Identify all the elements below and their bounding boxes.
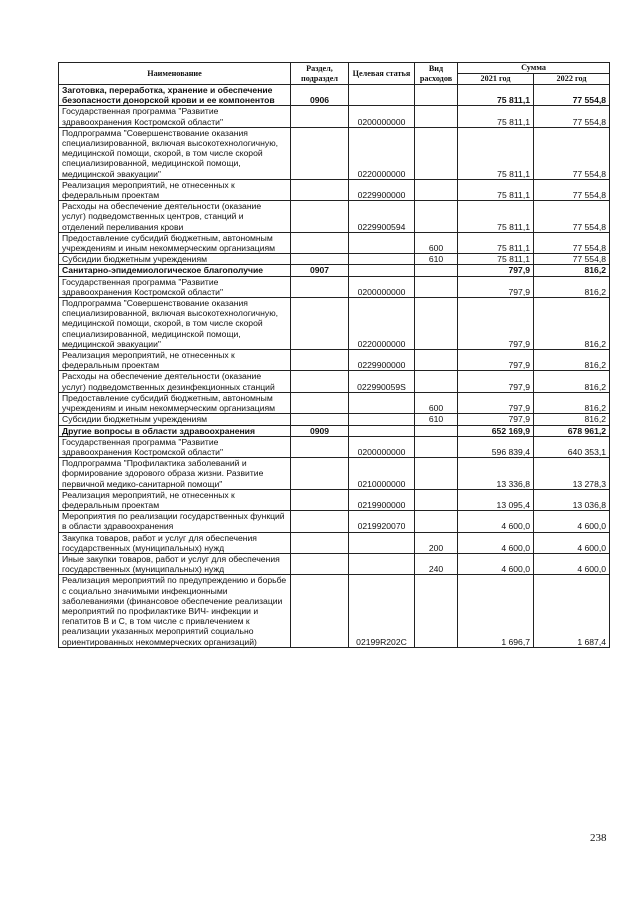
- budget-table: [58, 62, 610, 648]
- row-target: 0220000000: [349, 298, 415, 350]
- row-section: [291, 201, 349, 233]
- table-row: [59, 232, 610, 253]
- row-2021: 75 811,1: [458, 179, 534, 200]
- row-kind: [415, 127, 458, 179]
- row-target: 0220000000: [349, 127, 415, 179]
- row-2022: 77 554,8: [534, 201, 610, 233]
- table-row: [59, 371, 610, 392]
- row-2022: 77 554,8: [534, 127, 610, 179]
- row-2021: 797,9: [458, 371, 534, 392]
- header-target: Целевая статья: [349, 63, 415, 85]
- table-row: [59, 414, 610, 425]
- row-target: 0219920070: [349, 511, 415, 532]
- row-section: [291, 350, 349, 371]
- row-target: 02199R202C: [349, 575, 415, 647]
- header-row: [59, 63, 610, 74]
- row-section: [291, 489, 349, 510]
- table-row: [59, 127, 610, 179]
- row-kind: 600: [415, 232, 458, 253]
- row-2022: 4 600,0: [534, 532, 610, 553]
- row-target: [349, 425, 415, 436]
- header-section: Раздел, подраздел: [291, 63, 349, 85]
- row-name: Государственная программа "Развитие здравоохранения Костромской области": [59, 276, 291, 297]
- row-2021: 4 600,0: [458, 532, 534, 553]
- row-name: Расходы на обеспечение деятельности (оказание услуг) подведомственных дезинфекционных станций: [59, 371, 291, 392]
- row-target: [349, 254, 415, 265]
- row-section: [291, 414, 349, 425]
- row-2021: 13 336,8: [458, 458, 534, 490]
- row-2021: 75 811,1: [458, 106, 534, 127]
- row-section: [291, 575, 349, 647]
- row-2022: 816,2: [534, 414, 610, 425]
- row-2021: 75 811,1: [458, 254, 534, 265]
- budget-page: [58, 62, 609, 648]
- table-row: [59, 265, 610, 276]
- row-2021: 797,9: [458, 414, 534, 425]
- row-2022: 816,2: [534, 276, 610, 297]
- row-section: [291, 458, 349, 490]
- row-kind: [415, 425, 458, 436]
- table-row: [59, 276, 610, 297]
- row-section: [291, 106, 349, 127]
- row-section: [291, 179, 349, 200]
- row-section: [291, 298, 349, 350]
- row-2022: 77 554,8: [534, 179, 610, 200]
- row-section: [291, 532, 349, 553]
- row-2022: 4 600,0: [534, 553, 610, 574]
- row-2021: 75 811,1: [458, 85, 534, 106]
- row-target: 0229900000: [349, 350, 415, 371]
- row-target: [349, 85, 415, 106]
- row-target: 0200000000: [349, 276, 415, 297]
- row-section: [291, 232, 349, 253]
- row-section: [291, 436, 349, 457]
- header-2022: 2022 год: [534, 74, 610, 85]
- row-2022: 1 687,4: [534, 575, 610, 647]
- row-name: Расходы на обеспечение деятельности (оказание услуг) подведомственных центров, станций и отделений переливания крови: [59, 201, 291, 233]
- row-kind: [415, 350, 458, 371]
- row-kind: 200: [415, 532, 458, 553]
- row-2021: 797,9: [458, 350, 534, 371]
- row-kind: [415, 265, 458, 276]
- table-body: [59, 85, 610, 648]
- row-name: Подпрограмма "Совершенствование оказания специализированной, включая высокотехнологичную, медицинской помощи, скорой, в том числе скорой специализированной, медицинской помощи, медицинской эвакуации": [59, 298, 291, 350]
- row-target: 0200000000: [349, 106, 415, 127]
- row-2021: 4 600,0: [458, 511, 534, 532]
- row-section: [291, 371, 349, 392]
- table-row: [59, 254, 610, 265]
- table-row: [59, 489, 610, 510]
- row-name: Реализация мероприятий по предупреждению и борьбе с социально значимыми инфекционными заболеваниями (финансовое обеспечение реализации мероприятий по профилактике ВИЧ- инфекции и гепатитов В и С, в том числе с привлечением к реализации указанных мероприятий социально ориентированных некоммерческих организаций): [59, 575, 291, 647]
- row-2022: 816,2: [534, 265, 610, 276]
- row-2021: 1 696,7: [458, 575, 534, 647]
- row-kind: 610: [415, 254, 458, 265]
- row-section: [291, 553, 349, 574]
- row-name: Государственная программа "Развитие здравоохранения Костромской области": [59, 106, 291, 127]
- row-name: Другие вопросы в области здравоохранения: [59, 425, 291, 436]
- row-2022: 77 554,8: [534, 232, 610, 253]
- row-kind: 600: [415, 392, 458, 413]
- table-row: [59, 458, 610, 490]
- table-row: [59, 392, 610, 413]
- row-target: [349, 265, 415, 276]
- row-kind: [415, 298, 458, 350]
- row-kind: [415, 371, 458, 392]
- table-row: [59, 553, 610, 574]
- row-2021: 797,9: [458, 298, 534, 350]
- table-row: [59, 425, 610, 436]
- row-2022: 77 554,8: [534, 106, 610, 127]
- table-row: [59, 85, 610, 106]
- row-2021: 797,9: [458, 392, 534, 413]
- row-name: Государственная программа "Развитие здравоохранения Костромской области": [59, 436, 291, 457]
- row-section: 0906: [291, 85, 349, 106]
- row-name: Субсидии бюджетным учреждениям: [59, 254, 291, 265]
- row-name: Подпрограмма "Совершенствование оказания специализированной, включая высокотехнологичную, медицинской помощи, скорой, в том числе скорой специализированной, медицинской помощи, медицинской эвакуации": [59, 127, 291, 179]
- header-kind: Вид расходов: [415, 63, 458, 85]
- row-2022: 816,2: [534, 392, 610, 413]
- table-row: [59, 201, 610, 233]
- row-kind: [415, 201, 458, 233]
- row-name: Закупка товаров, работ и услуг для обеспечения государственных (муниципальных) нужд: [59, 532, 291, 553]
- row-kind: [415, 575, 458, 647]
- header-sum: Сумма: [458, 63, 610, 74]
- row-kind: [415, 511, 458, 532]
- row-name: Предоставление субсидий бюджетным, автономным учреждениям и иным некоммерческим организациям: [59, 392, 291, 413]
- row-target: 022990059S: [349, 371, 415, 392]
- row-kind: [415, 489, 458, 510]
- row-target: [349, 232, 415, 253]
- row-section: [291, 511, 349, 532]
- row-name: Реализация мероприятий, не отнесенных к федеральным проектам: [59, 179, 291, 200]
- table-row: [59, 106, 610, 127]
- row-kind: [415, 436, 458, 457]
- row-2021: 13 095,4: [458, 489, 534, 510]
- table-row: [59, 179, 610, 200]
- row-name: Субсидии бюджетным учреждениям: [59, 414, 291, 425]
- row-kind: 610: [415, 414, 458, 425]
- row-2022: 13 036,8: [534, 489, 610, 510]
- row-name: Реализация мероприятий, не отнесенных к федеральным проектам: [59, 350, 291, 371]
- row-2022: 816,2: [534, 371, 610, 392]
- row-name: Заготовка, переработка, хранение и обеспечение безопасности донорской крови и ее компонентов: [59, 85, 291, 106]
- row-section: [291, 276, 349, 297]
- row-target: 0210000000: [349, 458, 415, 490]
- row-2022: 816,2: [534, 350, 610, 371]
- row-2021: 797,9: [458, 265, 534, 276]
- row-target: [349, 532, 415, 553]
- row-kind: [415, 458, 458, 490]
- row-target: 0229900594: [349, 201, 415, 233]
- row-kind: 240: [415, 553, 458, 574]
- table-row: [59, 350, 610, 371]
- row-target: 0200000000: [349, 436, 415, 457]
- row-name: Реализация мероприятий, не отнесенных к федеральным проектам: [59, 489, 291, 510]
- row-name: Санитарно-эпидемиологическое благополучие: [59, 265, 291, 276]
- row-2021: 75 811,1: [458, 127, 534, 179]
- table-row: [59, 436, 610, 457]
- header-name: Наименование: [59, 63, 291, 85]
- row-target: 0229900000: [349, 179, 415, 200]
- row-2022: 13 278,3: [534, 458, 610, 490]
- row-2022: 816,2: [534, 298, 610, 350]
- row-2022: 640 353,1: [534, 436, 610, 457]
- row-2021: 75 811,1: [458, 201, 534, 233]
- row-kind: [415, 179, 458, 200]
- row-target: 0219900000: [349, 489, 415, 510]
- row-2021: 4 600,0: [458, 553, 534, 574]
- row-target: [349, 392, 415, 413]
- row-kind: [415, 106, 458, 127]
- row-2021: 596 839,4: [458, 436, 534, 457]
- row-2022: 678 961,2: [534, 425, 610, 436]
- row-2021: 652 169,9: [458, 425, 534, 436]
- row-section: [291, 254, 349, 265]
- row-section: 0907: [291, 265, 349, 276]
- row-kind: [415, 85, 458, 106]
- row-2022: 77 554,8: [534, 85, 610, 106]
- row-2021: 75 811,1: [458, 232, 534, 253]
- table-row: [59, 298, 610, 350]
- page-number: 238: [590, 832, 607, 844]
- row-2021: 797,9: [458, 276, 534, 297]
- header-2021: 2021 год: [458, 74, 534, 85]
- row-section: [291, 127, 349, 179]
- row-name: Иные закупки товаров, работ и услуг для обеспечения государственных (муниципальных) нужд: [59, 553, 291, 574]
- row-section: [291, 392, 349, 413]
- row-2022: 77 554,8: [534, 254, 610, 265]
- row-name: Подпрограмма "Профилактика заболеваний и формирование здорового образа жизни. Развитие первичной медико-санитарной помощи": [59, 458, 291, 490]
- row-target: [349, 414, 415, 425]
- table-row: [59, 575, 610, 647]
- row-kind: [415, 276, 458, 297]
- row-name: Мероприятия по реализации государственных функций в области здравоохранения: [59, 511, 291, 532]
- row-2022: 4 600,0: [534, 511, 610, 532]
- row-target: [349, 553, 415, 574]
- row-section: 0909: [291, 425, 349, 436]
- table-row: [59, 511, 610, 532]
- table-row: [59, 532, 610, 553]
- row-name: Предоставление субсидий бюджетным, автономным учреждениям и иным некоммерческим организациям: [59, 232, 291, 253]
